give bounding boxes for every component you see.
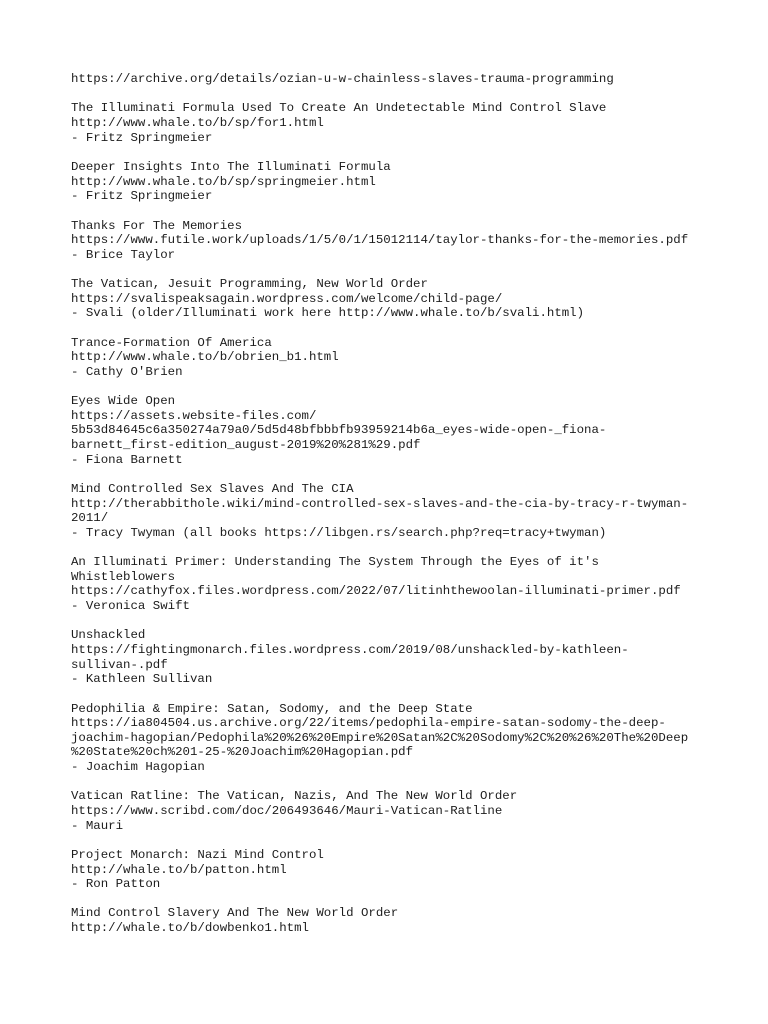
text-line: https://cathyfox.files.wordpress.com/2022/07/litinhthewoolan-illuminati-primer.pdf bbox=[71, 584, 681, 599]
text-line: sullivan-.pdf bbox=[71, 657, 168, 672]
reference-entry bbox=[71, 628, 711, 686]
document-page bbox=[71, 72, 711, 950]
text-line: - Cathy O'Brien bbox=[71, 364, 183, 379]
text-line: http://therabbithole.wiki/mind-controlled-sex-slaves-and-the-cia-by-tracy-r-twyman- bbox=[71, 496, 689, 511]
text-line: Mind Controlled Sex Slaves And The CIA bbox=[71, 482, 354, 497]
text-line: http://www.whale.to/b/sp/for1.html bbox=[71, 115, 324, 130]
text-line: - Kathleen Sullivan bbox=[71, 672, 213, 687]
text-line: The Vatican, Jesuit Programming, New World Order bbox=[71, 277, 428, 292]
text-line: - Brice Taylor bbox=[71, 247, 176, 262]
text-line: Pedophilia & Empire: Satan, Sodomy, and the Deep State bbox=[71, 701, 473, 716]
text-line: - Veronica Swift bbox=[71, 599, 190, 613]
text-line: - Ron Patton bbox=[71, 877, 161, 892]
reference-list bbox=[71, 72, 711, 936]
text-line: Vatican Ratline: The Vatican, Nazis, And The New World Order bbox=[71, 789, 518, 804]
text-line: - Fiona Barnett bbox=[71, 452, 183, 467]
text-line: The Illuminati Formula Used To Create An Undetectable Mind Control Slave bbox=[71, 101, 607, 116]
reference-entry bbox=[71, 394, 711, 467]
text-line: Whistleblowers bbox=[71, 569, 176, 584]
reference-entry bbox=[71, 848, 711, 892]
reference-entry bbox=[71, 555, 711, 613]
text-line: - Mauri bbox=[71, 818, 124, 833]
text-line: Deeper Insights Into The Illuminati Formula bbox=[71, 159, 391, 174]
text-line: barnett_first-edition_august-2019%20%281%29.pdf bbox=[71, 438, 421, 453]
text-line: - Joachim Hagopian bbox=[71, 759, 205, 774]
text-line: Trance-Formation Of America bbox=[71, 335, 272, 350]
reference-entry bbox=[71, 482, 711, 540]
text-line: - Svali (older/Illuminati work here http://www.whale.to/b/svali.html) bbox=[71, 306, 585, 321]
text-line: http://www.whale.to/b/obrien_b1.html bbox=[71, 350, 339, 365]
text-line: - Fritz Springmeier bbox=[71, 130, 213, 145]
text-line: Eyes Wide Open bbox=[71, 394, 176, 409]
text-line: http://www.whale.to/b/sp/springmeier.html bbox=[71, 174, 376, 189]
text-line: joachim-hagopian/Pedophila%20%26%20Empire%20Satan%2C%20Sodomy%2C%20%26%20The%20Deep bbox=[71, 730, 689, 745]
text-line: An Illuminati Primer: Understanding The System Through the Eyes of it's bbox=[71, 555, 599, 570]
text-line: https://archive.org/details/ozian-u-w-chainless-slaves-trauma-programming bbox=[71, 72, 614, 86]
text-line: Mind Control Slavery And The New World Order bbox=[71, 906, 399, 921]
reference-entry bbox=[71, 160, 711, 204]
text-line: http://whale.to/b/patton.html bbox=[71, 862, 287, 877]
text-line: 2011/ bbox=[71, 511, 109, 526]
reference-entry bbox=[71, 277, 711, 321]
text-line: https://www.scribd.com/doc/206493646/Mauri-Vatican-Ratline bbox=[71, 803, 503, 818]
text-line: https://assets.website-files.com/ bbox=[71, 408, 317, 423]
text-line: Thanks For The Memories bbox=[71, 218, 243, 233]
reference-entry bbox=[71, 906, 711, 935]
text-line: https://svalispeaksagain.wordpress.com/welcome/child-page/ bbox=[71, 291, 503, 306]
text-line: http://whale.to/b/dowbenko1.html bbox=[71, 921, 309, 936]
text-line: - Fritz Springmeier bbox=[71, 189, 213, 204]
text-line: Project Monarch: Nazi Mind Control bbox=[71, 847, 324, 862]
reference-entry bbox=[71, 72, 711, 87]
text-line: %20State%20ch%201-25-%20Joachim%20Hagopian.pdf bbox=[71, 745, 414, 760]
text-line: 5b53d84645c6a350274a79a0/5d5d48bfbbbfb93959214b6a_eyes-wide-open-_fiona- bbox=[71, 423, 607, 438]
text-line: - Tracy Twyman (all books https://libgen.rs/search.php?req=tracy+twyman) bbox=[71, 525, 607, 540]
text-line: https://www.futile.work/uploads/1/5/0/1/15012114/taylor-thanks-for-the-memories.pdf bbox=[71, 233, 689, 248]
reference-entry bbox=[71, 789, 711, 833]
text-line: Unshackled bbox=[71, 628, 146, 643]
text-line: https://ia804504.us.archive.org/22/items/pedophila-empire-satan-sodomy-the-deep- bbox=[71, 716, 666, 731]
reference-entry bbox=[71, 702, 711, 775]
text-line: https://fightingmonarch.files.wordpress.com/2019/08/unshackled-by-kathleen- bbox=[71, 642, 629, 657]
reference-entry bbox=[71, 101, 711, 145]
reference-entry bbox=[71, 219, 711, 263]
reference-entry bbox=[71, 336, 711, 380]
